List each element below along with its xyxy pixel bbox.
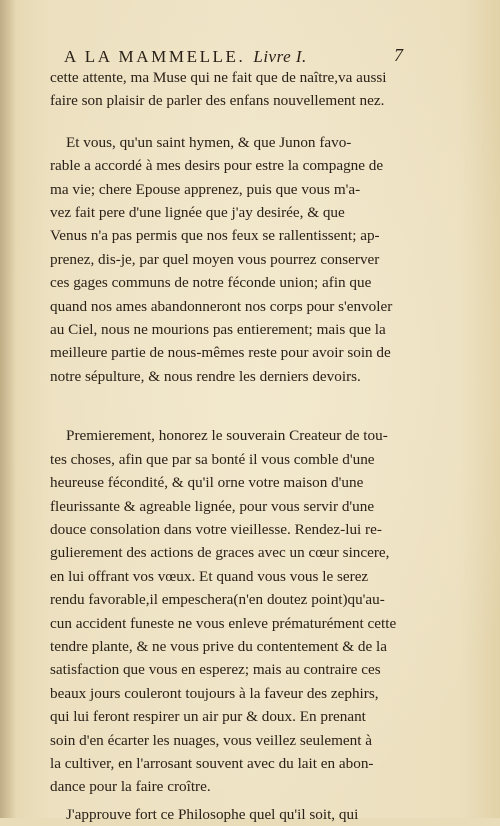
text-line: beaux jours couleront toujours à la faveur des zephirs, — [50, 684, 379, 702]
text-line: fleurissante & agreable lignée, pour vous servir d'une — [50, 497, 375, 515]
body-text — [50, 66, 414, 826]
text-line: meilleure partie de nous-mêmes reste pour avoir soin de — [50, 344, 391, 362]
paragraph-epouse — [50, 131, 414, 388]
text-line: satisfaction que vous en esperez; mais au contraire ces — [50, 661, 381, 679]
text-line: faire son plaisir de parler des enfans nouvellement nez. — [50, 92, 385, 110]
text-line: prenez, dis-je, par quel moyen vous pourrez conserver — [50, 250, 380, 268]
text-line: tendre plante, & ne vous prive du contentement & de la — [50, 637, 387, 655]
page-gutter-shadow — [0, 0, 16, 818]
text-line: gulierement des actions de graces avec un cœur sincere, — [50, 544, 390, 562]
text-line: Et vous, qu'un saint hymen, & que Junon favo- — [66, 133, 352, 151]
text-line: ma vie; chere Epouse apprenez, puis que vous m'a- — [50, 180, 361, 198]
text-line: soin d'en écarter les nuages, vous veillez seulement à — [50, 731, 372, 749]
running-title: A LA MAMMELLE. — [64, 47, 246, 66]
text-line: douce consolation dans votre vieillesse. Rendez-lui re- — [50, 520, 382, 538]
paragraph-premierement — [50, 424, 414, 799]
paragraph-philosophe — [50, 803, 414, 826]
paragraph-continuation — [50, 66, 414, 113]
text-line: ces gages communs de notre féconde union; afin que — [50, 274, 372, 292]
text-line: qui lui feront respirer un air pur & doux. En prenant — [50, 708, 366, 726]
text-line: Premierement, honorez le souverain Createur de tou- — [66, 427, 388, 445]
text-line: Venus n'a pas permis que nos feux se rallentissent; ap- — [50, 227, 380, 245]
text-line: heureuse fécondité, & qu'il orne votre maison d'une — [50, 474, 364, 492]
text-line: la cultiver, en l'arrosant souvent avec du lait en abon- — [50, 754, 374, 772]
page-number: 7 — [394, 45, 403, 65]
text-line: rendu favorable,il empeschera(n'en doutez point)qu'au- — [50, 591, 385, 609]
text-line: J'approuve fort ce Philosophe quel qu'il soit, qui — [66, 805, 359, 823]
text-line: cun accident funeste ne vous enleve prématurément cette — [50, 614, 397, 632]
text-line: quand nos ames abandonneront nos corps pour s'envoler — [50, 297, 393, 315]
text-line: notre sépulture, & nous rendre les derniers devoirs. — [50, 367, 361, 385]
text-line: tes choses, afin que par sa bonté il vous comble d'une — [50, 450, 375, 468]
book-number: Livre I. — [253, 47, 307, 66]
text-line: au Ciel, nous ne mourions pas entierement; mais que la — [50, 321, 386, 339]
text-line: vez fait pere d'une lignée que j'ay desirée, & que — [50, 204, 345, 222]
text-line: cette attente, ma Muse qui ne fait que de naître,va aussi — [50, 69, 387, 86]
text-line: en lui offrant vos vœux. Et quand vous vous le serez — [50, 567, 369, 585]
text-line: rable a accordé à mes desirs pour estre la compagne de — [50, 157, 384, 175]
text-line: dance pour la faire croître. — [50, 778, 211, 796]
